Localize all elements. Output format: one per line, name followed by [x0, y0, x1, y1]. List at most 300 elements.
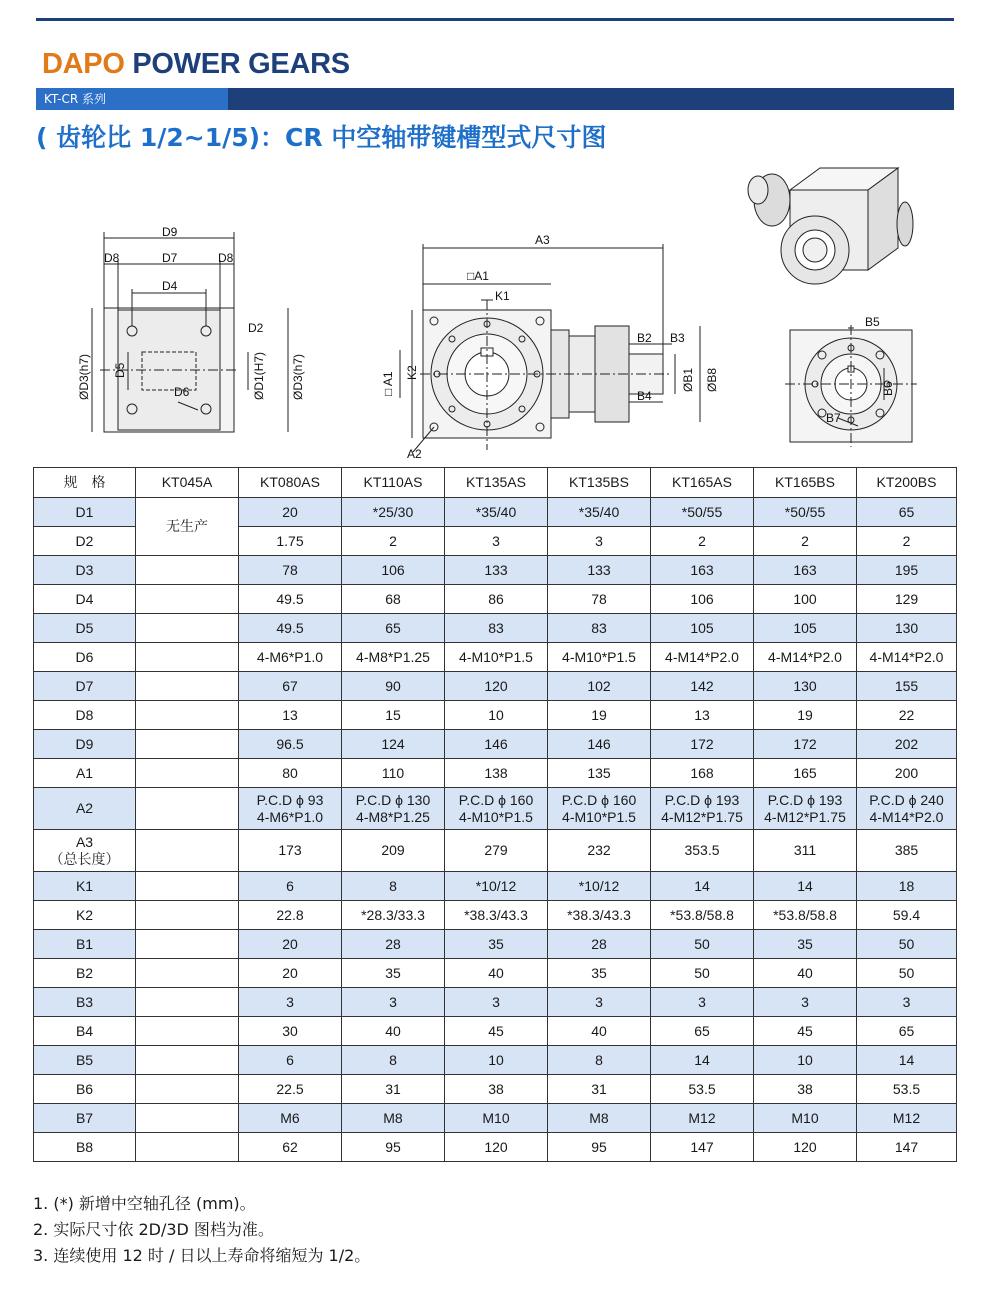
cell-value: 50 — [898, 964, 915, 981]
cell-value: 18 — [898, 877, 915, 894]
table-cell — [342, 672, 445, 701]
table-row — [34, 901, 957, 930]
cell-value: P.C.D ϕ 240 — [869, 791, 944, 808]
table-cell — [548, 1017, 651, 1046]
table-cell — [445, 1075, 548, 1104]
cell-value: P.C.D ϕ 193 — [767, 791, 843, 808]
table-cell — [754, 1104, 857, 1133]
table-row — [34, 614, 957, 643]
table-cell — [445, 672, 548, 701]
table-cell — [239, 556, 342, 585]
empty-cell — [136, 959, 239, 988]
table-cell — [754, 1133, 857, 1162]
row-label-text: B2 — [75, 964, 94, 981]
table-cell — [548, 830, 651, 872]
row-label — [34, 585, 136, 614]
row-label-text: D2 — [75, 532, 94, 549]
table-cell — [857, 730, 957, 759]
cell-value: 105 — [690, 619, 714, 636]
table-cell — [342, 788, 445, 830]
label-d8-right: D8 — [218, 251, 234, 265]
table-cell — [651, 959, 754, 988]
table-cell — [445, 527, 548, 556]
no-production-cell: 无生产 — [136, 498, 239, 556]
table-cell — [651, 701, 754, 730]
table-cell — [754, 672, 857, 701]
table-cell — [548, 788, 651, 830]
cell-value: 4-M10*P1.5 — [562, 648, 636, 665]
cell-value: 202 — [894, 735, 919, 752]
row-label — [34, 498, 136, 527]
cell-value: 10 — [488, 706, 504, 723]
table-cell — [239, 872, 342, 901]
table-cell — [342, 643, 445, 672]
cell-value: 1.75 — [276, 532, 304, 549]
table-row — [34, 643, 957, 672]
table-cell — [754, 498, 857, 527]
cell-value: 14 — [694, 877, 710, 894]
cell-value: 3 — [492, 993, 500, 1010]
row-label-text: D6 — [75, 648, 94, 665]
cell-value: 45 — [797, 1022, 813, 1039]
table-cell — [548, 1046, 651, 1075]
cell-value: 124 — [381, 735, 405, 752]
cell-value: 78 — [591, 590, 607, 607]
cell-value: 53.5 — [892, 1080, 921, 1097]
page-title: ( 齿轮比 1/2~1/5)：CR 中空轴带键槽型式尺寸图 — [36, 123, 607, 152]
table-cell — [548, 1104, 651, 1133]
brand-part-1: DAPO — [42, 48, 125, 80]
cell-value: 311 — [793, 842, 817, 858]
cell-value: 2 — [389, 532, 397, 549]
cell-value-line2: 4-M14*P2.0 — [869, 808, 944, 825]
table-cell — [548, 585, 651, 614]
cell-value: 49.5 — [276, 619, 304, 636]
cell-value: *53.8/58.8 — [670, 906, 734, 923]
table-cell — [651, 1017, 754, 1046]
table-cell — [754, 1075, 857, 1104]
label-d7: D7 — [162, 251, 178, 265]
row-label — [34, 830, 136, 872]
table-row — [34, 585, 957, 614]
label-d3-left: ØD3(h7) — [77, 353, 91, 400]
table-cell — [754, 930, 857, 959]
cell-value: 8 — [389, 1051, 397, 1068]
cell-value: 35 — [797, 935, 813, 952]
cell-value: 353.5 — [684, 842, 720, 858]
cell-value: 6 — [286, 1051, 294, 1068]
cell-value: 133 — [484, 561, 508, 578]
label-d9: D9 — [162, 225, 178, 239]
table-cell — [548, 556, 651, 585]
cell-value: 10 — [488, 1051, 504, 1068]
table-cell — [445, 701, 548, 730]
cell-value: 3 — [389, 993, 397, 1010]
table-cell — [239, 930, 342, 959]
cell-value: 95 — [591, 1138, 607, 1155]
label-a2: A2 — [407, 447, 422, 461]
table-cell — [342, 527, 445, 556]
empty-cell — [136, 788, 239, 830]
row-label — [34, 759, 136, 788]
row-label — [34, 901, 136, 930]
row-label-text: B1 — [75, 935, 94, 952]
row-label-text: D8 — [75, 706, 94, 723]
cell-value: 133 — [587, 561, 611, 578]
brand-logo — [42, 48, 350, 81]
table-cell — [857, 527, 957, 556]
row-label — [34, 701, 136, 730]
cell-value: 3 — [595, 993, 603, 1010]
label-d6: D6 — [174, 385, 190, 399]
cell-value: 4-M14*P2.0 — [768, 648, 842, 665]
col-header: KT135AS — [445, 468, 548, 498]
table-cell — [342, 1104, 445, 1133]
row-label — [34, 556, 136, 585]
table-cell — [857, 930, 957, 959]
cell-value: 40 — [591, 1022, 607, 1039]
cell-value: 172 — [690, 735, 714, 752]
row-label-text: K1 — [75, 877, 94, 894]
row-label — [34, 527, 136, 556]
table-cell — [857, 901, 957, 930]
table-cell — [445, 901, 548, 930]
table-cell — [239, 730, 342, 759]
empty-cell — [136, 672, 239, 701]
row-label-text: B6 — [75, 1080, 94, 1097]
table-cell — [445, 730, 548, 759]
cell-value: 95 — [385, 1138, 401, 1155]
table-row — [34, 672, 957, 701]
empty-cell — [136, 1017, 239, 1046]
cell-value: *25/30 — [372, 503, 414, 520]
table-cell — [445, 643, 548, 672]
cell-value: *50/55 — [784, 503, 826, 520]
cell-value: 100 — [793, 590, 817, 607]
table-cell — [754, 614, 857, 643]
cell-value: 105 — [793, 619, 817, 636]
row-label-text: B8 — [75, 1138, 94, 1155]
table-row — [34, 498, 957, 527]
cell-value: 129 — [894, 590, 919, 607]
label-d4: D4 — [162, 279, 178, 293]
cell-value: 8 — [389, 877, 397, 894]
row-label-text: A1 — [75, 764, 94, 781]
table-cell — [445, 614, 548, 643]
iso-view — [748, 168, 913, 284]
label-b6: B6 — [881, 381, 895, 396]
series-label: KT-CR 系列 — [36, 88, 228, 110]
row-label-text: D5 — [75, 619, 94, 636]
cell-value: 200 — [894, 764, 919, 781]
cell-value: 22.5 — [276, 1080, 304, 1097]
notes — [33, 1191, 370, 1269]
table-cell — [651, 614, 754, 643]
cell-value: 83 — [591, 619, 607, 636]
table-cell — [445, 1133, 548, 1162]
table-cell — [754, 701, 857, 730]
table-cell — [857, 1075, 957, 1104]
cell-value: 142 — [690, 677, 714, 694]
label-b5: B5 — [865, 315, 880, 329]
cell-value: 14 — [694, 1051, 710, 1068]
cell-value: *53.8/58.8 — [773, 906, 837, 923]
cell-value: 4-M10*P1.5 — [459, 648, 533, 665]
cell-value: 3 — [698, 993, 706, 1010]
label-d8-left: D8 — [104, 251, 120, 265]
table-cell — [239, 527, 342, 556]
table-cell — [754, 988, 857, 1017]
col-header: KT045A — [136, 468, 239, 498]
row-label-text: A2 — [75, 800, 94, 816]
cell-value: 13 — [282, 706, 298, 723]
cell-value: 38 — [488, 1080, 504, 1097]
table-cell — [651, 1133, 754, 1162]
table-cell — [239, 585, 342, 614]
empty-cell — [136, 1075, 239, 1104]
row-label — [34, 788, 136, 830]
label-d2: D2 — [248, 321, 264, 335]
cell-value: 65 — [898, 503, 915, 520]
table-row — [34, 556, 957, 585]
table-cell — [445, 498, 548, 527]
label-a3: A3 — [535, 233, 550, 247]
cell-value: 80 — [282, 764, 298, 781]
cell-value: 28 — [591, 935, 607, 952]
row-label-text: D9 — [75, 735, 94, 752]
cell-value: *35/40 — [475, 503, 517, 520]
table-cell — [857, 1046, 957, 1075]
table-cell — [342, 988, 445, 1017]
table-cell — [548, 527, 651, 556]
row-label-text: D1 — [75, 503, 94, 520]
cell-value: 50 — [898, 935, 915, 952]
table-cell — [754, 527, 857, 556]
table-cell — [445, 759, 548, 788]
series-bar — [36, 88, 954, 110]
table-cell — [445, 556, 548, 585]
table-cell — [445, 959, 548, 988]
table-cell — [342, 959, 445, 988]
cell-value: 20 — [282, 964, 298, 981]
empty-cell — [136, 830, 239, 872]
row-label — [34, 672, 136, 701]
cell-value-line2: 4-M12*P1.75 — [661, 808, 743, 825]
cell-value: 50 — [694, 935, 710, 952]
col-header: KT165BS — [754, 468, 857, 498]
cell-value: M12 — [892, 1109, 921, 1126]
table-cell — [857, 988, 957, 1017]
table-cell — [239, 498, 342, 527]
table-cell — [239, 1104, 342, 1133]
cell-value: 78 — [282, 561, 298, 578]
table-cell — [651, 759, 754, 788]
table-cell — [342, 759, 445, 788]
table-row — [34, 759, 957, 788]
cell-value: 130 — [793, 677, 817, 694]
cell-value: 120 — [484, 677, 508, 694]
cell-value: 20 — [282, 503, 298, 520]
brand-part-2: POWER GEARS — [132, 48, 350, 80]
cell-value: 50 — [694, 964, 710, 981]
table-row — [34, 1046, 957, 1075]
cell-value: 138 — [484, 764, 508, 781]
table-cell — [548, 1075, 651, 1104]
cell-value: 40 — [385, 1022, 401, 1039]
row-label — [34, 730, 136, 759]
cell-value: 13 — [694, 706, 710, 723]
table-cell — [754, 830, 857, 872]
label-k1: K1 — [495, 289, 510, 303]
cell-value: 35 — [385, 964, 401, 981]
cell-value: 279 — [484, 842, 508, 858]
label-b2: B2 — [637, 331, 652, 345]
cell-value: 195 — [894, 561, 919, 578]
row-label-text: A3 — [75, 833, 94, 850]
label-d5: D5 — [113, 362, 127, 378]
empty-cell — [136, 988, 239, 1017]
cell-value: 172 — [793, 735, 817, 752]
label-b8: ØB8 — [705, 367, 719, 392]
label-b1: ØB1 — [681, 367, 695, 392]
col-header: KT165AS — [651, 468, 754, 498]
table-cell — [548, 1133, 651, 1162]
row-label-subtext: （总长度） — [49, 850, 120, 867]
empty-cell — [136, 930, 239, 959]
cell-value: 8 — [595, 1051, 603, 1068]
col-header: KT110AS — [342, 468, 445, 498]
cell-value: 3 — [801, 993, 809, 1010]
table-cell — [342, 1017, 445, 1046]
table-cell — [445, 788, 548, 830]
cell-value: M6 — [280, 1109, 300, 1126]
table-cell — [548, 988, 651, 1017]
table-row — [34, 1133, 957, 1162]
table-cell — [342, 1075, 445, 1104]
table-cell — [651, 672, 754, 701]
table-cell — [651, 1046, 754, 1075]
table-row — [34, 872, 957, 901]
cell-value: 68 — [385, 590, 401, 607]
cell-value-line2: 4-M10*P1.5 — [562, 808, 636, 825]
table-cell — [857, 556, 957, 585]
table-cell — [342, 830, 445, 872]
cell-value: 14 — [797, 877, 813, 894]
table-cell — [239, 830, 342, 872]
table-cell — [239, 643, 342, 672]
table-cell — [548, 672, 651, 701]
cell-value: P.C.D ϕ 193 — [664, 791, 740, 808]
cell-value: 65 — [694, 1022, 710, 1039]
label-b4: B4 — [637, 389, 652, 403]
table-row — [34, 930, 957, 959]
cell-value: 35 — [591, 964, 607, 981]
empty-cell — [136, 701, 239, 730]
cell-value: 65 — [385, 619, 401, 636]
row-label — [34, 1046, 136, 1075]
empty-cell — [136, 901, 239, 930]
cell-value: 38 — [797, 1080, 813, 1097]
table-cell — [857, 643, 957, 672]
empty-cell — [136, 759, 239, 788]
label-d3-right: ØD3(h7) — [291, 353, 305, 400]
col-header: KT200BS — [857, 468, 957, 498]
table-cell — [651, 556, 754, 585]
cell-value: 385 — [894, 842, 919, 858]
table-cell — [445, 1104, 548, 1133]
cell-value: 2 — [801, 532, 809, 549]
cell-value: P.C.D ϕ 93 — [256, 791, 324, 808]
row-label — [34, 643, 136, 672]
cell-value: 155 — [894, 677, 919, 694]
table-cell — [342, 901, 445, 930]
cell-value: 62 — [282, 1138, 298, 1155]
cell-value: 83 — [488, 619, 504, 636]
cell-value: M10 — [482, 1109, 510, 1126]
cell-value: *38.3/43.3 — [464, 906, 528, 923]
cell-value: 2 — [698, 532, 706, 549]
table-cell — [754, 872, 857, 901]
table-cell — [857, 498, 957, 527]
table-cell — [754, 1017, 857, 1046]
table-cell — [548, 701, 651, 730]
table-cell — [754, 959, 857, 988]
cell-value: 3 — [286, 993, 294, 1010]
table-cell — [342, 730, 445, 759]
table-cell — [651, 527, 754, 556]
table-cell — [239, 759, 342, 788]
cell-value: 173 — [278, 842, 302, 858]
table-row — [34, 1075, 957, 1104]
cell-value: *50/55 — [681, 503, 723, 520]
table-cell — [342, 1046, 445, 1075]
table-cell — [754, 1046, 857, 1075]
cell-value: 31 — [591, 1080, 607, 1097]
table-cell — [857, 701, 957, 730]
row-label-text: D4 — [75, 590, 94, 607]
row-label — [34, 1133, 136, 1162]
cell-value: 4-M14*P2.0 — [869, 648, 944, 665]
table-cell — [342, 701, 445, 730]
table-row — [34, 730, 957, 759]
col-header: KT080AS — [239, 468, 342, 498]
cell-value: 59.4 — [892, 906, 921, 923]
table-cell — [342, 930, 445, 959]
cell-value: 19 — [797, 706, 813, 723]
cell-value: 65 — [898, 1022, 915, 1039]
note-1: 1. (*) 新增中空轴孔径 (mm)。 — [33, 1194, 256, 1213]
table-cell — [857, 1133, 957, 1162]
table-cell — [548, 759, 651, 788]
table-cell — [239, 672, 342, 701]
row-label-text: B3 — [75, 993, 94, 1010]
cell-value: P.C.D ϕ 160 — [561, 791, 637, 808]
table-cell — [239, 901, 342, 930]
cell-value: 53.5 — [688, 1080, 716, 1097]
table-row — [34, 701, 957, 730]
table-cell — [651, 988, 754, 1017]
table-cell — [651, 872, 754, 901]
table-cell — [239, 788, 342, 830]
empty-cell — [136, 614, 239, 643]
top-rule — [36, 18, 954, 21]
label-a1-side: □ A1 — [381, 371, 395, 396]
col-header: KT135BS — [548, 468, 651, 498]
cell-value: M12 — [688, 1109, 716, 1126]
table-cell — [651, 1075, 754, 1104]
table-cell — [445, 585, 548, 614]
cell-value-line2: 4-M8*P1.25 — [356, 808, 430, 825]
